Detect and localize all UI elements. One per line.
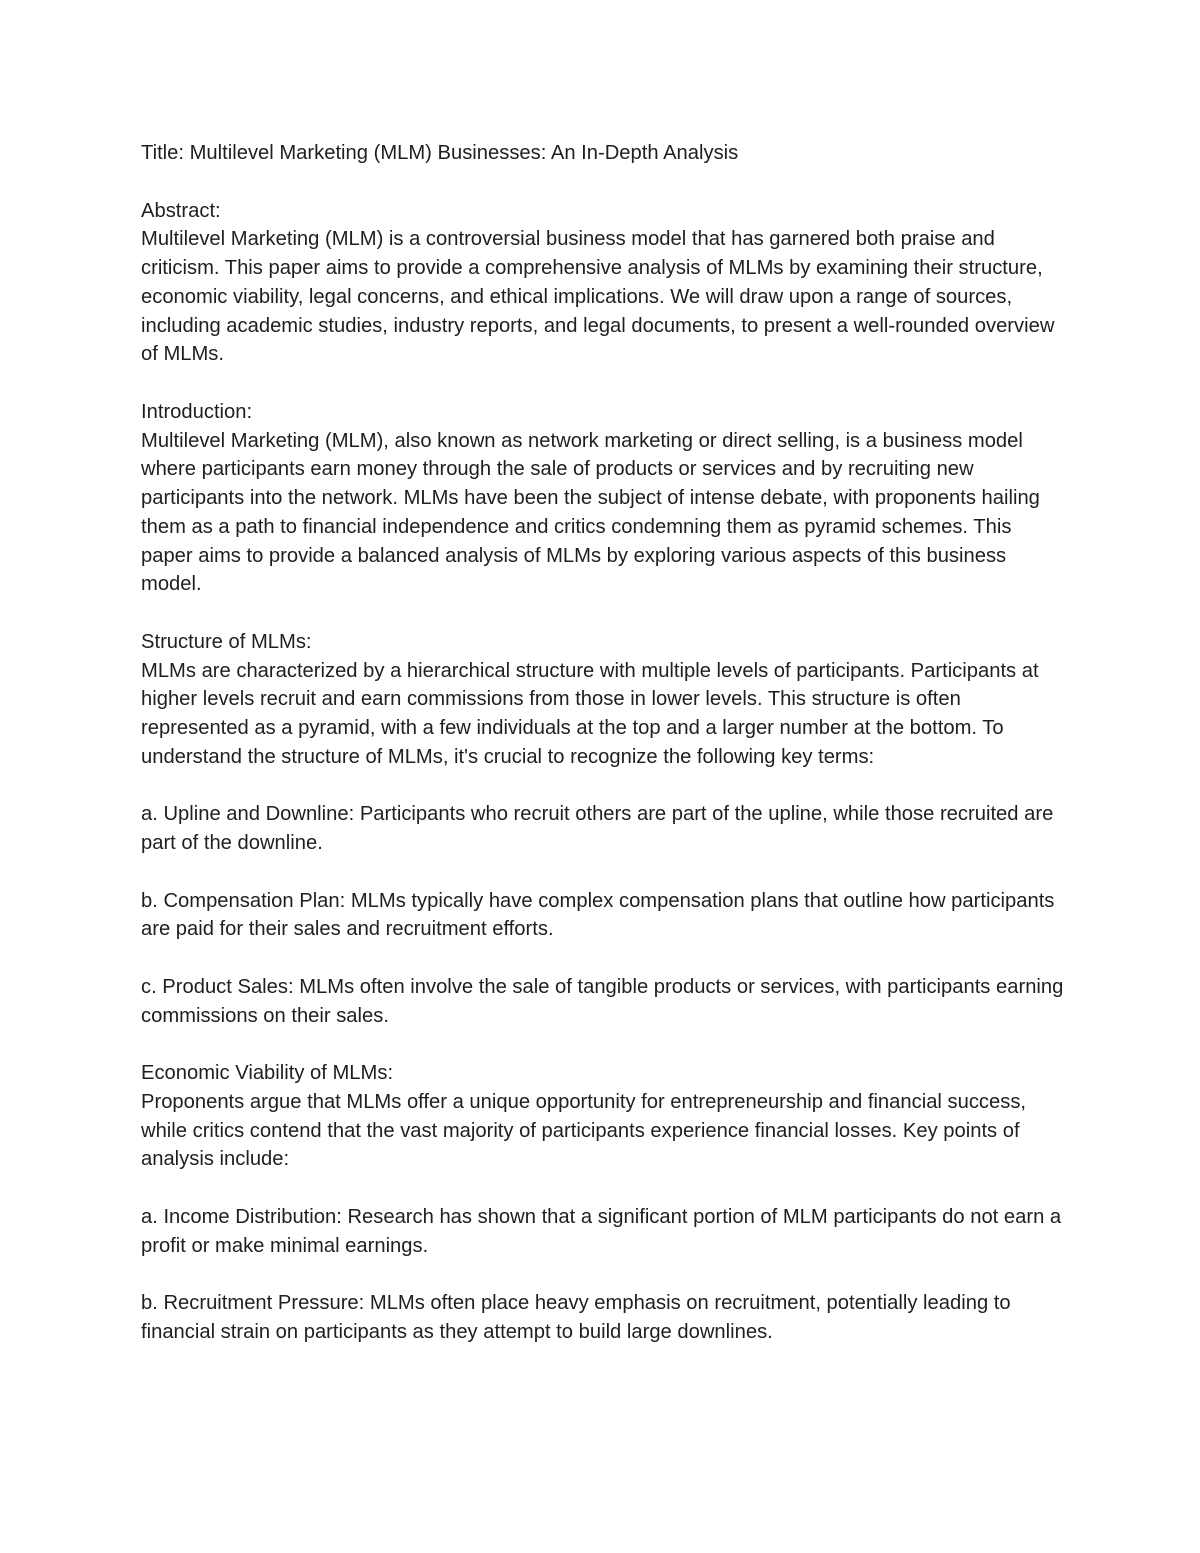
paragraph-gap <box>141 599 1066 628</box>
paragraph-gap <box>141 1030 1066 1059</box>
abstract-paragraph: Multilevel Marketing (MLM) is a controversial business model that has garnered both praise and criticism. This paper aims to provide a comprehensive analysis of MLMs by examining their structure, economic viability, legal concerns, and ethical implications. We will draw upon a range of sources, including academic studies, industry reports, and legal documents, to present a well-rounded overview of MLMs. <box>141 228 1055 366</box>
structure-paragraph: MLMs are characterized by a hierarchical structure with multiple levels of participants. Participants at higher levels recruit and earn commissions from those in lower levels. This structure is often represented as a pyramid, with a few individuals at the top and a larger number at the bottom. To understand the structure of MLMs, it's crucial to recognize the following key terms: <box>141 659 1039 768</box>
economic-heading: Economic Viability of MLMs: <box>141 1062 394 1084</box>
paragraph-gap <box>141 772 1066 801</box>
paragraph-gap <box>141 1174 1066 1203</box>
economic-item-income: a. Income Distribution: Research has shown that a significant portion of MLM participants do not earn a profit or make minimal earnings. <box>141 1205 1062 1257</box>
paragraph-gap <box>141 168 1066 197</box>
structure-item-upline: a. Upline and Downline: Participants who recruit others are part of the upline, while those recruited are part of the downline. <box>141 803 1054 854</box>
document-title: Title: Multilevel Marketing (MLM) Businesses: An In-Depth Analysis <box>141 142 739 164</box>
paragraph-gap <box>141 858 1066 887</box>
introduction-paragraph: Multilevel Marketing (MLM), also known as network marketing or direct selling, is a business model where participants earn money through the sale of products or services and by recruiting new participants into the network. MLMs have been the subject of intense debate, with proponents hailing them as a path to financial independence and critics condemning them as pyramid schemes. This paper aims to provide a balanced analysis of MLMs by exploring various aspects of this business model. <box>141 429 1040 596</box>
paragraph-gap <box>141 1260 1066 1289</box>
economic-paragraph: Proponents argue that MLMs offer a unique opportunity for entrepreneurship and financial success, while critics contend that the vast majority of participants experience financial losses. Key points of analysis include: <box>141 1090 1027 1171</box>
introduction-heading: Introduction: <box>141 400 253 423</box>
economic-item-recruitment: b. Recruitment Pressure: MLMs often place heavy emphasis on recruitment, potentially leading to financial strain on participants as they attempt to build large downlines. <box>141 1292 1011 1343</box>
structure-item-compensation: b. Compensation Plan: MLMs typically have complex compensation plans that outline how participants are paid for their sales and recruitment efforts. <box>141 889 1055 941</box>
paragraph-gap <box>141 944 1066 973</box>
abstract-heading: Abstract: <box>141 199 221 222</box>
document-body <box>141 139 1066 1347</box>
paragraph-gap <box>141 369 1066 398</box>
structure-heading: Structure of MLMs: <box>141 630 312 653</box>
structure-item-product-sales: c. Product Sales: MLMs often involve the sale of tangible products or services, with participants earning commissions on their sales. <box>141 975 1064 1027</box>
